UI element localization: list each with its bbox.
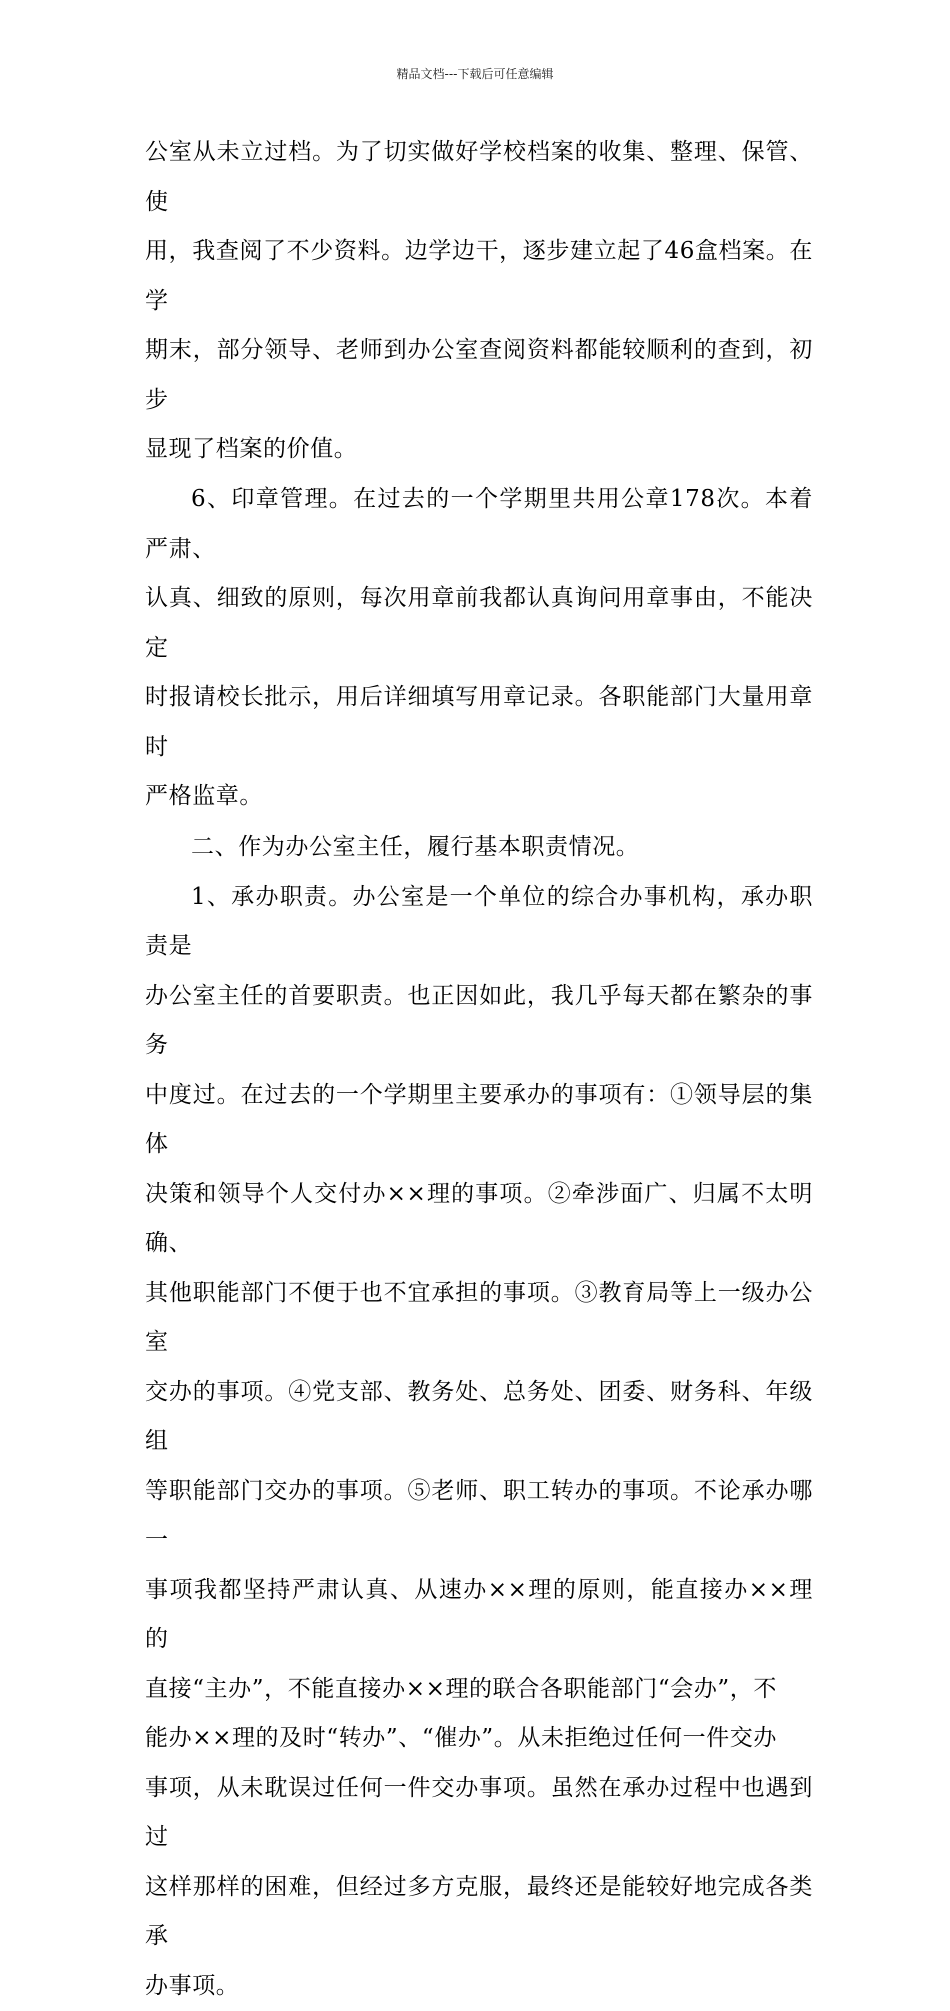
- text-line: 认真、细致的原则，每次用章前我都认真询问用章事由，不能决定: [145, 585, 813, 661]
- text-line: 二、作为办公室主任，履行基本职责情况。: [191, 833, 640, 860]
- text-line: 交办的事项。④党支部、教务处、总务处、团委、财务科、年级组: [145, 1378, 813, 1455]
- text-line: 能办××理的及时“转办”、“催办”。从未拒绝过任何一件交办: [145, 1725, 777, 1752]
- text-line: 中度过。在过去的一个学期里主要承办的事项有：①领导层的集体: [145, 1081, 813, 1158]
- text-line: 1、承办职责。办公室是一个单位的综合办事机构，承办职责是: [145, 883, 813, 960]
- text-line: 等职能部门交办的事项。⑤老师、职工转办的事项。不论承办哪一: [145, 1477, 813, 1554]
- text-line: 事项我都坚持严肃认真、从速办××理的原则，能直接办××理的: [145, 1576, 813, 1653]
- text-line: 严格监章。: [145, 783, 263, 810]
- text-line: 事项，从未耽误过任何一件交办事项。虽然在承办过程中也遇到过: [145, 1774, 813, 1851]
- text-line: 公室从未立过档。为了切实做好学校档案的收集、整理、保管、使: [145, 139, 813, 215]
- text-line: 时报请校长批示，用后详细填写用章记录。各职能部门大量用章时: [145, 684, 813, 760]
- text-line: 这样那样的困难，但经过多方克服，最终还是能较好地完成各类承: [145, 1873, 813, 1950]
- paragraph-seal-management: [145, 475, 813, 822]
- text-line: 办事项。: [145, 1972, 240, 1999]
- text-line: 显现了档案的价值。: [145, 436, 358, 462]
- text-line: 办公室主任的首要职责。也正因如此，我几乎每天都在繁杂的事务: [145, 982, 813, 1059]
- text-line: 6、印章管理。在过去的一个学期里共用公章178次。本着严肃、: [145, 486, 813, 562]
- text-line: 其他职能部门不便于也不宜承担的事项。③教育局等上一级办公室: [145, 1279, 813, 1356]
- document-body: [145, 128, 813, 2011]
- paragraph-undertaking-duties: [145, 873, 813, 2011]
- page-header: 精品文档---下载后可任意编辑: [396, 67, 554, 81]
- text-line: 决策和领导个人交付办××理的事项。②牵涉面广、归属不太明确、: [145, 1180, 813, 1257]
- paragraph-archives: [145, 128, 813, 475]
- text-line: 直接“主办”，不能直接办××理的联合各职能部门“会办”，不: [145, 1675, 777, 1702]
- text-line: 期末，部分领导、老师到办公室查阅资料都能较顺利的查到，初步: [145, 337, 813, 413]
- section-heading: [145, 823, 813, 873]
- text-line: 用，我查阅了不少资料。边学边干，逐步建立起了46盒档案。在学: [145, 238, 813, 314]
